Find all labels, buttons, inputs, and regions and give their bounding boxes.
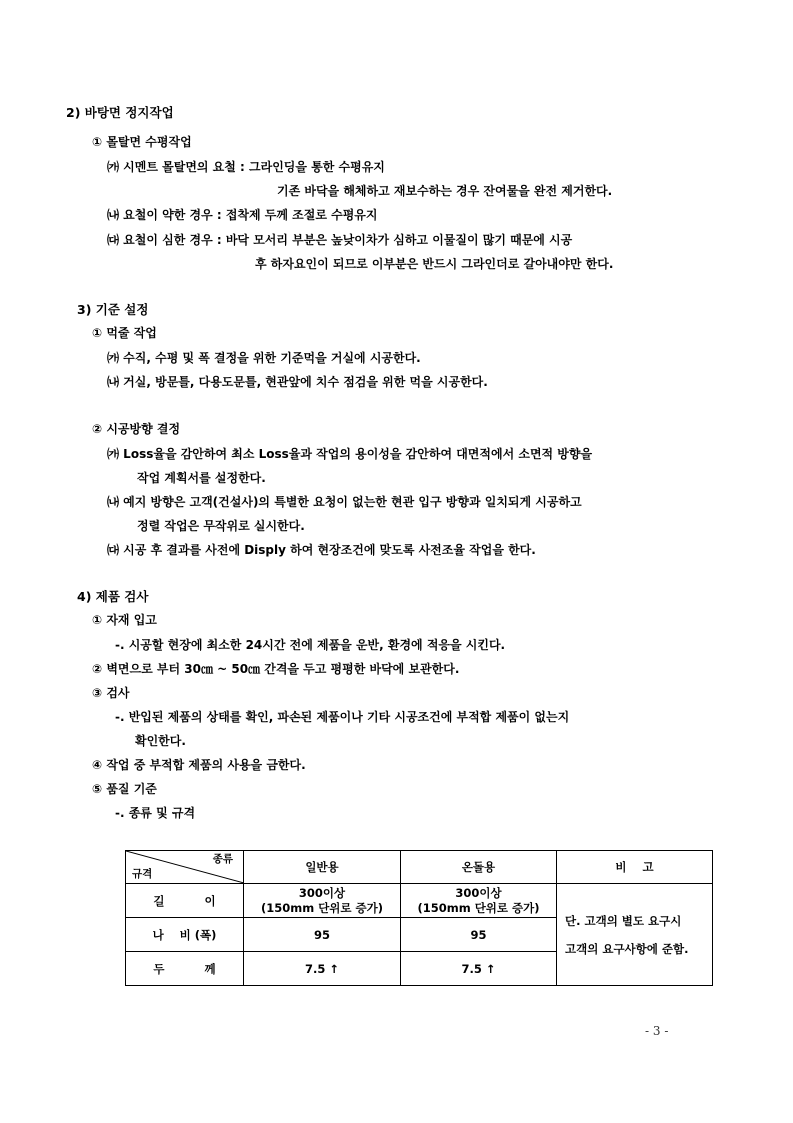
section-2-line: ㈏ 요철이 약한 경우 : 접착제 두께 조절로 수평유지 <box>107 208 378 222</box>
section-4-title: 4) 제품 검사 <box>77 589 149 604</box>
diag-bottom-label: 규격 <box>132 868 153 880</box>
cell-value: 7.5 ↑ <box>244 952 401 986</box>
section-4-line: -. 시공할 현장에 최소한 24시간 전에 제품을 운반, 환경에 적응을 시킨다. <box>115 638 506 652</box>
section-3-item-2: ② 시공방향 결정 <box>92 422 181 436</box>
section-3-line: 정렬 작업은 무작위로 실시한다. <box>137 519 305 533</box>
section-3-line: ㈎ Loss율을 감안하여 최소 Loss율과 작업의 용이성을 감안하여 대면적에서 소면적 방향을 <box>107 447 593 461</box>
cell-value: 300이상 (150mm 단위로 증가) <box>401 884 557 918</box>
section-3-line: ㈏ 거실, 방문틀, 다용도문틀, 현관앞에 치수 점검을 위한 먹을 시공한다. <box>107 375 488 389</box>
section-4-item-3: ③ 검사 <box>92 686 130 700</box>
remark-cell <box>557 884 713 986</box>
row-label: 두 께 <box>126 952 244 986</box>
row-label: 나 비 (폭) <box>126 918 244 952</box>
header-remark: 비 고 <box>557 851 713 884</box>
table-header-row <box>126 851 713 884</box>
section-2-line: ㈐ 요철이 심한 경우 : 바닥 모서리 부분은 높낮이차가 심하고 이물질이 많기 때문에 시공 <box>107 233 573 247</box>
section-2-line: ㈎ 시멘트 몰탈면의 요철 : 그라인딩을 통한 수평유지 <box>107 160 385 174</box>
header-ondol: 온돌용 <box>401 851 557 884</box>
section-3-line: ㈏ 예지 방향은 고객(건설사)의 특별한 요청이 없는한 현관 입구 방향과 일치되게 시공하고 <box>107 495 582 509</box>
remark-line: 단. 고객의 별도 요구시 <box>565 913 682 928</box>
diag-top-label: 종류 <box>212 853 233 865</box>
diag-header-cell <box>126 851 244 884</box>
section-4-item-1: ① 자재 입고 <box>92 613 157 627</box>
section-2-line: 기존 바닥을 해체하고 재보수하는 경우 잔여물을 완전 제거한다. <box>277 184 613 198</box>
spec-table <box>125 850 713 986</box>
section-4-line: 확인한다. <box>135 734 186 748</box>
cell-value: 7.5 ↑ <box>401 952 557 986</box>
section-2-line: 후 하자요인이 되므로 이부분은 반드시 그라인더로 갈아내야만 한다. <box>255 257 614 271</box>
section-2-item-1: ① 몰탈면 수평작업 <box>92 135 192 149</box>
section-3-line: 작업 계획서를 설정한다. <box>137 471 266 485</box>
section-3-line: ㈎ 수직, 수평 및 폭 결정을 위한 기준먹을 거실에 시공한다. <box>107 351 421 365</box>
cell-value: 95 <box>401 918 557 952</box>
header-general: 일반용 <box>244 851 401 884</box>
cell-value: 95 <box>244 918 401 952</box>
section-3-title: 3) 기준 설정 <box>77 302 149 317</box>
section-4-item-5: ⑤ 품질 기준 <box>92 782 157 796</box>
page-number: - 3 - <box>645 1024 669 1038</box>
section-3-line: ㈐ 시공 후 결과를 사전에 Disply 하여 현장조건에 맞도록 사전조율 작업을 한다. <box>107 543 536 557</box>
section-2-title: 2) 바탕면 정지작업 <box>66 105 174 120</box>
row-label: 길 이 <box>126 884 244 918</box>
table-row <box>126 884 713 918</box>
section-4-line: -. 종류 및 규격 <box>115 806 196 820</box>
cell-value: 300이상 (150mm 단위로 증가) <box>244 884 401 918</box>
section-4-item-4: ④ 작업 중 부적합 제품의 사용을 금한다. <box>92 758 306 772</box>
remark-line: 고객의 요구사항에 준함. <box>565 941 689 956</box>
section-4-line: -. 반입된 제품의 상태를 확인, 파손된 제품이나 기타 시공조건에 부적합 제품이 없는지 <box>115 710 570 724</box>
section-4-item-2: ② 벽면으로 부터 30㎝ ~ 50㎝ 간격을 두고 평평한 바닥에 보관한다. <box>92 662 460 676</box>
section-3-item-1: ① 먹줄 작업 <box>92 326 157 340</box>
